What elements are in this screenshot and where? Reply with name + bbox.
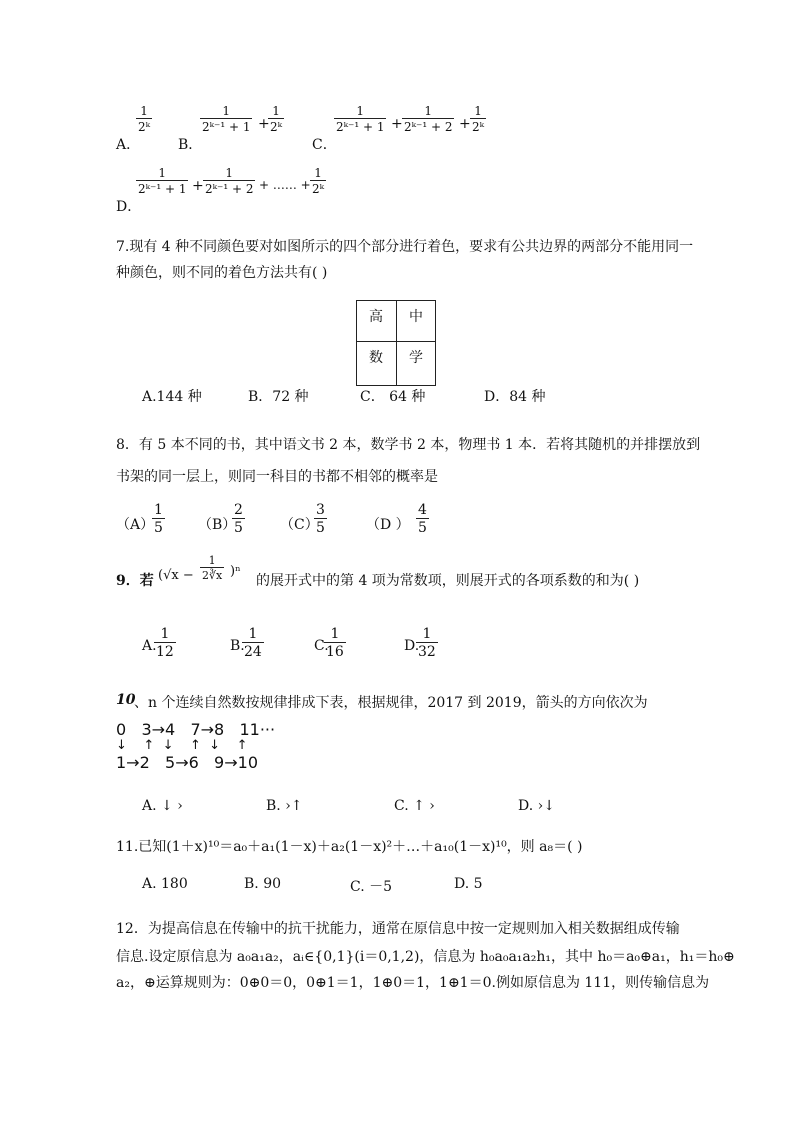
q9-option-d-fraction [416,626,438,660]
fraction-denominator: 16 [326,644,344,660]
fraction-denominator: 2ᵏ [270,120,283,134]
fraction-denominator: 24 [244,644,262,660]
q9-prefix: 9．若 [116,573,154,589]
fraction-numerator: 2 [234,502,243,518]
fraction-denominator: 5 [418,520,427,536]
q11-text: 11.已知(1＋x)¹⁰＝a₀＋a₁(1－x)＋a₂(1－x)²＋…＋a₁₀(1－x)¹⁰，则 a₈＝( ) [116,839,583,855]
q8-option-d-fraction [416,502,429,536]
q9-option-b-label: B. [230,638,245,654]
q6-option-c-fraction-2 [402,104,454,134]
q7-text-line2: 种颜色，则不同的着色方法共有( ) [116,265,328,281]
fraction-numerator: 1 [140,104,148,118]
q6-option-d-label: D． [116,199,142,215]
fraction-numerator: 1 [422,626,432,642]
q9-option-b-fraction [242,626,264,660]
q6-option-a-fraction [136,104,152,134]
plus-sign: + [258,116,270,132]
q12-text-line2: 信息.设定原信息为 a₀a₁a₂，aᵢ∈{0,1}(i＝0,1,2)，信息为 h₀a₀a₁a₂h₁，其中 h₀＝a₀⊕a₁，h₁＝h₀⊕ [116,949,735,965]
grid-cell-bottom-right: 学 [409,350,423,366]
q9-option-c-fraction [324,626,346,660]
fraction-denominator: 2ᵏ [138,120,151,134]
q9-text: 的展开式中的第 4 项为常数项，则展开式的各项系数的和为( ) [256,573,640,589]
fraction-denominator: 32 [418,644,436,660]
q8-option-b-fraction [232,502,245,536]
q10-option-c: C. ↑ › [394,798,435,814]
q7-option-b: B．72 种 [248,389,309,405]
q7-option-a: A.144 种 [142,389,202,405]
q10-option-b: B. ›↑ [266,798,303,814]
ellipsis-plus: + …… + [259,178,311,192]
q6-option-c-fraction-1 [334,104,386,134]
q6-option-b-fraction-1 [200,104,252,134]
fraction-denominator: 5 [234,520,243,536]
fraction-numerator: 1 [154,502,163,518]
q7-option-c: C． 64 种 [360,389,426,405]
arrangement-row-2: 1→2 5→6 9→10 [116,753,258,772]
q6-option-d-fraction-2 [203,166,255,196]
plus-sign: + [459,116,471,132]
q11-option-c: C. －5 [350,879,393,895]
fraction-numerator: 1 [248,626,258,642]
q9-expression-left: (√x − [158,568,194,583]
fraction-numerator: 1 [158,166,167,180]
fraction-numerator: 1 [272,104,280,118]
fraction-numerator: 1 [330,626,340,642]
fraction-numerator: 1 [222,104,231,118]
q9-expression-fraction [200,554,224,582]
q6-option-c-fraction-3 [470,104,486,134]
fraction-numerator: 4 [418,502,427,518]
fraction-numerator: 1 [356,104,365,118]
q8-option-d-label: （D ） [366,517,410,533]
q12-text-line1: 12．为提高信息在传输中的抗干扰能力，通常在原信息中按一定规则加入相关数据组成传输 [116,921,680,937]
q11-option-d: D. 5 [454,876,483,892]
q8-option-a-label: （A） [116,517,155,533]
q6-option-d-fraction-1 [136,166,188,196]
fraction-denominator: 2ᵏ⁻¹ + 1 [138,182,187,196]
q9-option-a-label: A. [142,638,157,654]
q8-text-line2: 书架的同一层上，则同一科目的书都不相邻的概率是 [116,469,438,485]
grid-cell-top-left: 高 [369,309,383,325]
fraction-denominator: 2ᵏ⁻¹ + 2 [404,120,453,134]
q7-coloring-figure [356,300,436,386]
grid-cell-bottom-left: 数 [369,350,383,366]
plus-sign: + [391,116,403,132]
fraction-numerator: 1 [474,104,482,118]
fraction-denominator: 2ᵏ [472,120,485,134]
q11-option-a: A. 180 [142,876,188,892]
q8-option-c-fraction [314,502,327,536]
fraction-denominator: 2∛x [202,569,223,582]
fraction-denominator: 5 [316,520,325,536]
q12-text-line3: a₂，⊕运算规则为：0⊕0＝0，0⊕1＝1，1⊕0＝1，1⊕1＝0.例如原信息为 111，则传输信息为 [116,975,710,991]
q7-text-line1: 7.现有 4 种不同颜色要对如图所示的四个部分进行着色，要求有公共边界的两部分不能用同一 [116,239,694,255]
fraction-denominator: 2ᵏ [312,182,325,196]
arrangement-row-arrows: ↓ ↑ ↓ ↑ ↓ ↑ [116,738,248,753]
fraction-denominator: 2ᵏ⁻¹ + 1 [336,120,385,134]
fraction-denominator: 12 [156,644,174,660]
q10-number: 10 [116,692,136,708]
q9-option-a-fraction [154,626,176,660]
q8-option-a-fraction [152,502,165,536]
q9-option-d-label: D. [404,638,420,654]
q10-number-arrangement [116,720,275,772]
fraction-denominator: 2ᵏ⁻¹ + 2 [205,182,254,196]
fraction-denominator: 2ᵏ⁻¹ + 1 [202,120,251,134]
fraction-numerator: 1 [424,104,433,118]
fraction-numerator: 3 [316,502,325,518]
q8-option-b-label: （B） [198,517,237,533]
q9-expression-right: )ⁿ [230,564,241,579]
q6-option-b-fraction-2 [268,104,284,134]
fraction-numerator: 1 [225,166,234,180]
fraction-numerator: 1 [160,626,170,642]
q8-option-c-label: （C） [280,517,319,533]
q6-option-a-label: A． [116,137,141,153]
arrangement-row-1: 0 3→4 7→8 11··· [116,720,276,739]
fraction-numerator: 1 [314,166,322,180]
q10-option-d: D. ›↓ [518,798,555,814]
q6-option-b-label: B． [178,137,203,153]
q9-option-c-label: C. [314,638,329,654]
grid-cell-top-right: 中 [409,309,423,325]
q6-option-c-label: C． [312,137,337,153]
q10-option-a: A. ↓ › [142,798,183,814]
q6-option-d-fraction-3 [310,166,326,196]
fraction-denominator: 5 [154,520,163,536]
q7-option-d: D．84 种 [484,389,546,405]
q11-option-b: B. 90 [244,876,282,892]
q8-text-line1: 8．有 5 本不同的书，其中语文书 2 本，数学书 2 本，物理书 1 本．若将其随机的并排摆放到 [116,437,701,453]
q10-text: 、n 个连续自然数按规律排成下表，根据规律，2017 到 2019，箭头的方向依次为 [134,695,648,711]
plus-sign: + [192,178,204,194]
fraction-numerator: 1 [208,554,216,567]
